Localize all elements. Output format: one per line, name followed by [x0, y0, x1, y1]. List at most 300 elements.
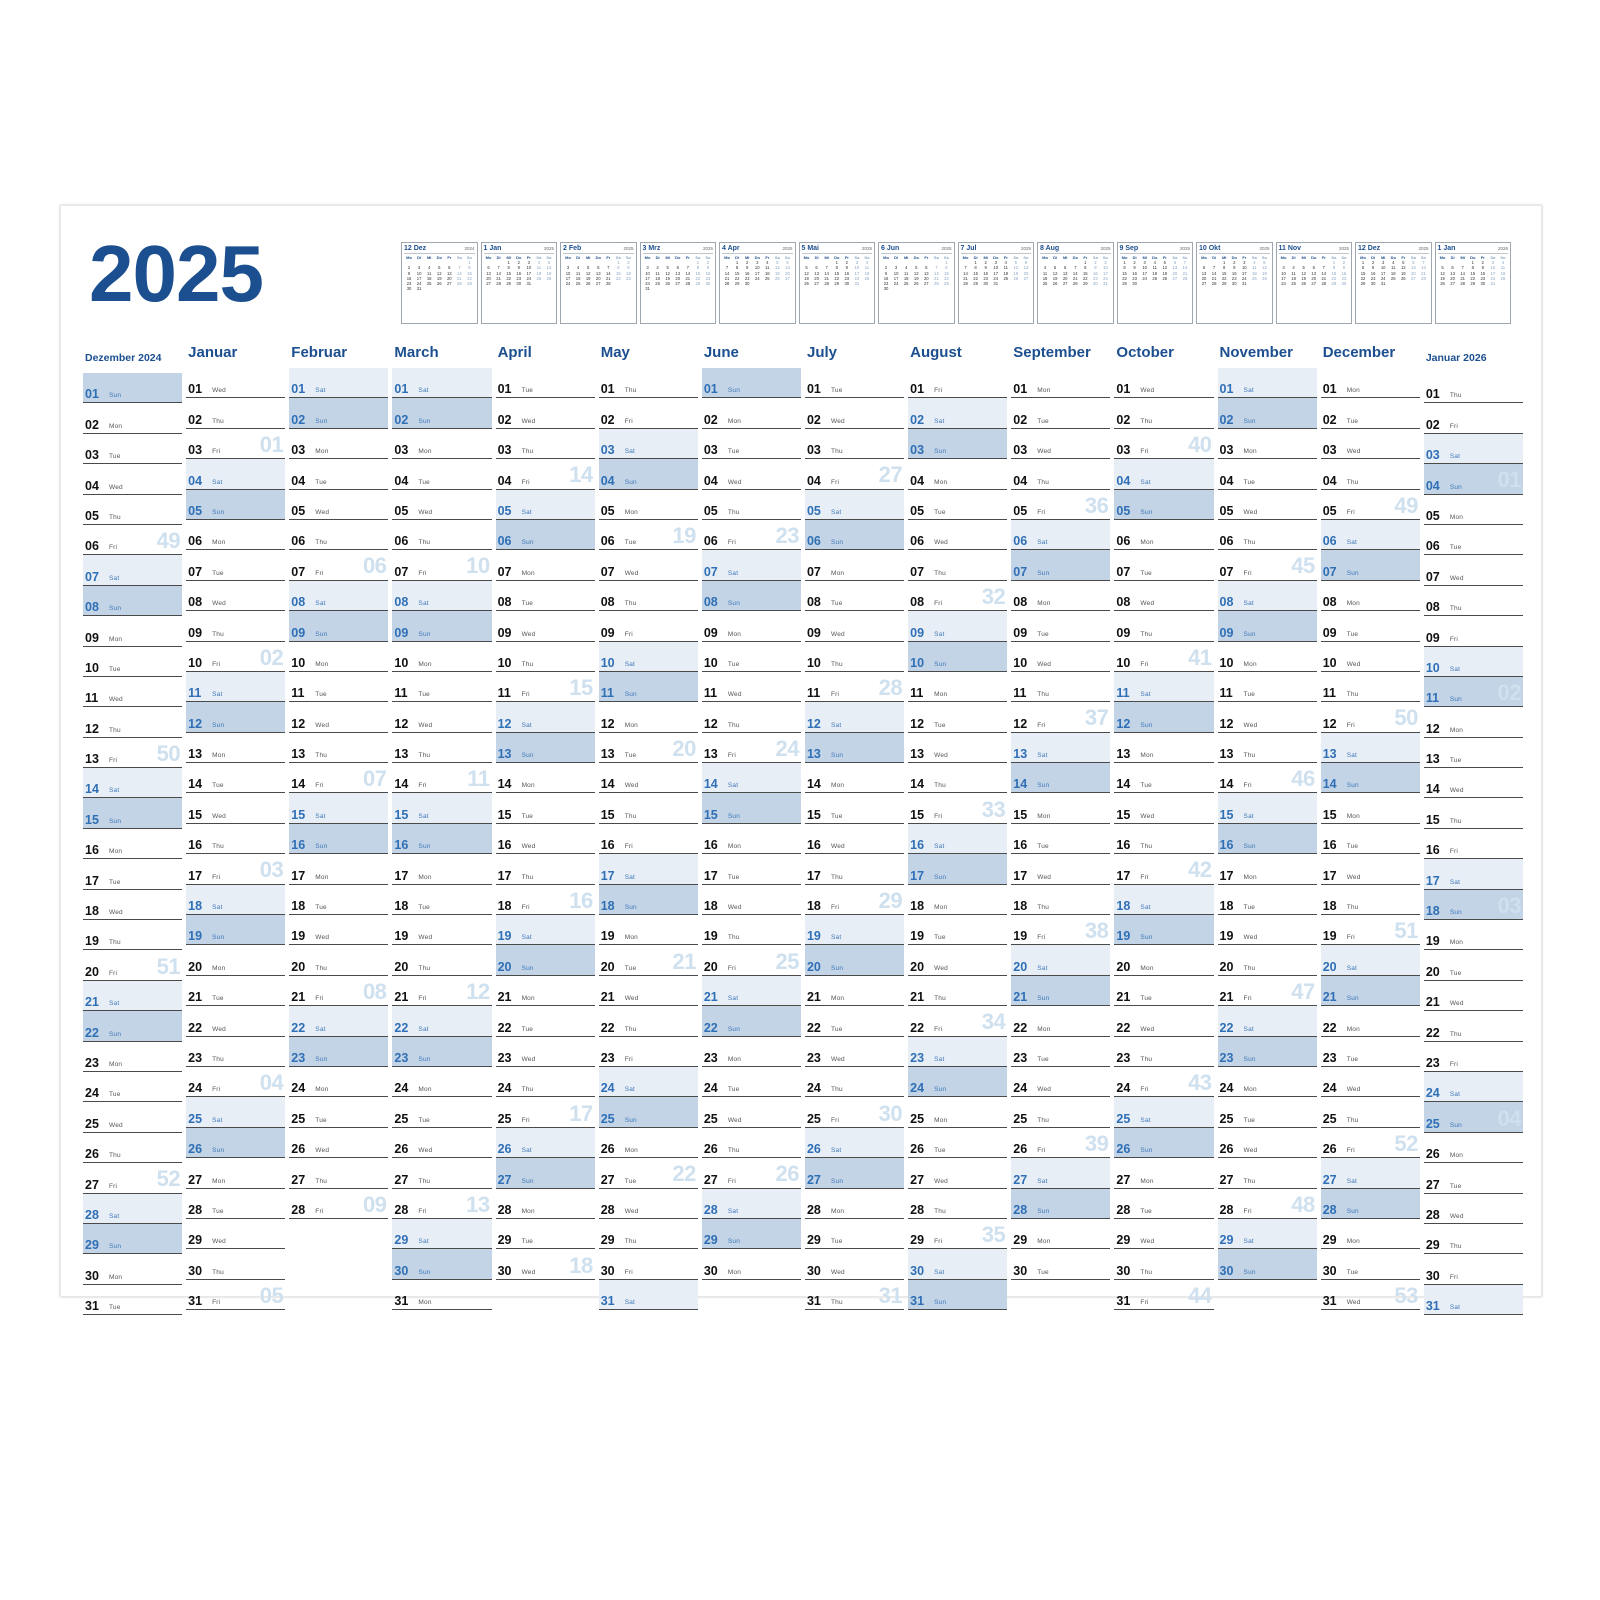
day-row[interactable]	[1114, 520, 1213, 550]
day-row[interactable]	[83, 586, 182, 616]
day-row[interactable]	[289, 429, 388, 459]
day-row[interactable]	[83, 1133, 182, 1163]
day-row[interactable]	[1011, 368, 1110, 398]
day-row[interactable]	[599, 550, 698, 580]
day-row[interactable]	[496, 1037, 595, 1067]
day-row[interactable]	[1011, 398, 1110, 428]
day-row[interactable]	[83, 768, 182, 798]
day-row[interactable]	[1218, 824, 1317, 854]
day-row[interactable]	[392, 490, 491, 520]
day-row[interactable]	[1424, 403, 1523, 433]
day-row[interactable]	[496, 611, 595, 641]
day-row[interactable]	[83, 920, 182, 950]
day-row[interactable]	[1114, 976, 1213, 1006]
day-row[interactable]	[1321, 459, 1420, 489]
day-row[interactable]	[289, 398, 388, 428]
day-row[interactable]	[599, 1006, 698, 1036]
day-row[interactable]	[702, 459, 801, 489]
day-row[interactable]	[186, 490, 285, 520]
day-row[interactable]	[1218, 520, 1317, 550]
day-row[interactable]	[289, 490, 388, 520]
day-row[interactable]	[908, 1006, 1007, 1036]
day-row[interactable]	[1218, 672, 1317, 702]
day-row[interactable]	[1321, 672, 1420, 702]
day-row[interactable]	[496, 1249, 595, 1279]
day-row[interactable]	[496, 398, 595, 428]
day-row[interactable]	[1321, 490, 1420, 520]
day-row[interactable]	[186, 1158, 285, 1188]
day-row[interactable]	[1321, 854, 1420, 884]
day-row[interactable]	[186, 824, 285, 854]
day-row[interactable]	[83, 829, 182, 859]
day-row[interactable]	[1114, 1249, 1213, 1279]
day-row[interactable]	[805, 1158, 904, 1188]
day-row[interactable]	[1114, 1219, 1213, 1249]
day-row[interactable]	[289, 581, 388, 611]
day-row[interactable]	[1011, 854, 1110, 884]
day-row[interactable]	[496, 976, 595, 1006]
day-row[interactable]	[186, 1280, 285, 1310]
day-row[interactable]	[1011, 611, 1110, 641]
day-row[interactable]	[1321, 1006, 1420, 1036]
day-row[interactable]	[186, 368, 285, 398]
day-row[interactable]	[599, 915, 698, 945]
day-row[interactable]	[805, 1128, 904, 1158]
day-row[interactable]	[1114, 824, 1213, 854]
day-row[interactable]	[83, 1254, 182, 1284]
day-row[interactable]	[1424, 738, 1523, 768]
day-row[interactable]	[599, 1219, 698, 1249]
day-row[interactable]	[1218, 945, 1317, 975]
day-row[interactable]	[908, 550, 1007, 580]
day-row[interactable]	[186, 1249, 285, 1279]
day-row[interactable]	[1321, 368, 1420, 398]
day-row[interactable]	[908, 885, 1007, 915]
day-row[interactable]	[186, 520, 285, 550]
day-row[interactable]	[1011, 520, 1110, 550]
day-row[interactable]	[289, 824, 388, 854]
day-row[interactable]	[908, 1158, 1007, 1188]
day-row[interactable]	[1218, 702, 1317, 732]
day-row[interactable]	[1321, 429, 1420, 459]
day-row[interactable]	[186, 733, 285, 763]
day-row[interactable]	[1114, 1067, 1213, 1097]
day-row[interactable]	[702, 1006, 801, 1036]
day-row[interactable]	[1218, 398, 1317, 428]
day-row[interactable]	[1011, 550, 1110, 580]
day-row[interactable]	[496, 824, 595, 854]
day-row[interactable]	[1321, 1067, 1420, 1097]
day-row[interactable]	[496, 702, 595, 732]
day-row[interactable]	[1321, 550, 1420, 580]
day-row[interactable]	[1011, 1219, 1110, 1249]
day-row[interactable]	[1218, 550, 1317, 580]
day-row[interactable]	[805, 702, 904, 732]
day-row[interactable]	[83, 647, 182, 677]
day-row[interactable]	[392, 611, 491, 641]
day-row[interactable]	[599, 581, 698, 611]
day-row[interactable]	[908, 459, 1007, 489]
day-row[interactable]	[83, 1011, 182, 1041]
day-row[interactable]	[496, 429, 595, 459]
day-row[interactable]	[908, 1219, 1007, 1249]
day-row[interactable]	[805, 854, 904, 884]
day-row[interactable]	[392, 793, 491, 823]
day-row[interactable]	[1424, 555, 1523, 585]
day-row[interactable]	[186, 915, 285, 945]
day-row[interactable]	[83, 798, 182, 828]
day-row[interactable]	[392, 733, 491, 763]
day-row[interactable]	[392, 1219, 491, 1249]
day-row[interactable]	[392, 885, 491, 915]
day-row[interactable]	[1218, 581, 1317, 611]
day-row[interactable]	[908, 793, 1007, 823]
day-row[interactable]	[1011, 1249, 1110, 1279]
day-row[interactable]	[392, 429, 491, 459]
day-row[interactable]	[1218, 1189, 1317, 1219]
day-row[interactable]	[496, 1006, 595, 1036]
day-row[interactable]	[599, 672, 698, 702]
day-row[interactable]	[392, 854, 491, 884]
day-row[interactable]	[1424, 1042, 1523, 1072]
day-row[interactable]	[496, 945, 595, 975]
day-row[interactable]	[186, 763, 285, 793]
day-row[interactable]	[392, 550, 491, 580]
day-row[interactable]	[1218, 733, 1317, 763]
day-row[interactable]	[1114, 1280, 1213, 1310]
day-row[interactable]	[805, 793, 904, 823]
day-row[interactable]	[1114, 1097, 1213, 1127]
day-row[interactable]	[702, 581, 801, 611]
day-row[interactable]	[392, 520, 491, 550]
day-row[interactable]	[805, 976, 904, 1006]
day-row[interactable]	[1424, 677, 1523, 707]
day-row[interactable]	[702, 672, 801, 702]
day-row[interactable]	[289, 885, 388, 915]
day-row[interactable]	[599, 1249, 698, 1279]
day-row[interactable]	[1011, 672, 1110, 702]
day-row[interactable]	[392, 976, 491, 1006]
day-row[interactable]	[496, 854, 595, 884]
day-row[interactable]	[908, 1249, 1007, 1279]
day-row[interactable]	[392, 915, 491, 945]
day-row[interactable]	[496, 581, 595, 611]
day-row[interactable]	[1011, 1158, 1110, 1188]
day-row[interactable]	[599, 763, 698, 793]
day-row[interactable]	[805, 550, 904, 580]
day-row[interactable]	[805, 1006, 904, 1036]
day-row[interactable]	[186, 885, 285, 915]
day-row[interactable]	[1218, 490, 1317, 520]
day-row[interactable]	[1218, 1067, 1317, 1097]
day-row[interactable]	[805, 1189, 904, 1219]
day-row[interactable]	[392, 672, 491, 702]
day-row[interactable]	[908, 429, 1007, 459]
day-row[interactable]	[1011, 1006, 1110, 1036]
day-row[interactable]	[1114, 915, 1213, 945]
day-row[interactable]	[289, 672, 388, 702]
day-row[interactable]	[496, 642, 595, 672]
day-row[interactable]	[496, 1219, 595, 1249]
day-row[interactable]	[908, 824, 1007, 854]
day-row[interactable]	[83, 1285, 182, 1315]
day-row[interactable]	[702, 976, 801, 1006]
day-row[interactable]	[1321, 976, 1420, 1006]
day-row[interactable]	[908, 1280, 1007, 1310]
day-row[interactable]	[908, 642, 1007, 672]
day-row[interactable]	[805, 1037, 904, 1067]
day-row[interactable]	[1424, 586, 1523, 616]
day-row[interactable]	[908, 1037, 1007, 1067]
day-row[interactable]	[702, 1219, 801, 1249]
day-row[interactable]	[186, 1006, 285, 1036]
day-row[interactable]	[599, 1037, 698, 1067]
day-row[interactable]	[289, 945, 388, 975]
day-row[interactable]	[289, 1006, 388, 1036]
day-row[interactable]	[1114, 945, 1213, 975]
day-row[interactable]	[1424, 1133, 1523, 1163]
day-row[interactable]	[186, 854, 285, 884]
day-row[interactable]	[599, 1280, 698, 1310]
day-row[interactable]	[1321, 520, 1420, 550]
day-row[interactable]	[83, 464, 182, 494]
day-row[interactable]	[1011, 581, 1110, 611]
day-row[interactable]	[186, 672, 285, 702]
day-row[interactable]	[702, 1128, 801, 1158]
day-row[interactable]	[1424, 859, 1523, 889]
day-row[interactable]	[1011, 702, 1110, 732]
day-row[interactable]	[83, 859, 182, 889]
day-row[interactable]	[392, 398, 491, 428]
day-row[interactable]	[1321, 611, 1420, 641]
day-row[interactable]	[83, 1194, 182, 1224]
day-row[interactable]	[289, 611, 388, 641]
day-row[interactable]	[1424, 464, 1523, 494]
day-row[interactable]	[496, 1189, 595, 1219]
day-row[interactable]	[289, 550, 388, 580]
day-row[interactable]	[702, 1037, 801, 1067]
day-row[interactable]	[599, 520, 698, 550]
day-row[interactable]	[1424, 981, 1523, 1011]
day-row[interactable]	[805, 1097, 904, 1127]
day-row[interactable]	[83, 738, 182, 768]
day-row[interactable]	[805, 429, 904, 459]
day-row[interactable]	[1321, 1037, 1420, 1067]
day-row[interactable]	[1424, 768, 1523, 798]
day-row[interactable]	[496, 459, 595, 489]
day-row[interactable]	[599, 854, 698, 884]
day-row[interactable]	[908, 490, 1007, 520]
day-row[interactable]	[1424, 829, 1523, 859]
day-row[interactable]	[702, 885, 801, 915]
day-row[interactable]	[496, 733, 595, 763]
day-row[interactable]	[702, 915, 801, 945]
day-row[interactable]	[702, 490, 801, 520]
day-row[interactable]	[496, 1097, 595, 1127]
day-row[interactable]	[1424, 1072, 1523, 1102]
day-row[interactable]	[908, 763, 1007, 793]
day-row[interactable]	[496, 490, 595, 520]
day-row[interactable]	[289, 1158, 388, 1188]
day-row[interactable]	[289, 915, 388, 945]
day-row[interactable]	[805, 763, 904, 793]
day-row[interactable]	[289, 854, 388, 884]
day-row[interactable]	[186, 642, 285, 672]
day-row[interactable]	[392, 702, 491, 732]
day-row[interactable]	[1321, 702, 1420, 732]
day-row[interactable]	[1011, 793, 1110, 823]
day-row[interactable]	[392, 1189, 491, 1219]
day-row[interactable]	[496, 763, 595, 793]
day-row[interactable]	[186, 429, 285, 459]
day-row[interactable]	[496, 793, 595, 823]
day-row[interactable]	[1114, 398, 1213, 428]
day-row[interactable]	[1114, 459, 1213, 489]
day-row[interactable]	[392, 1006, 491, 1036]
day-row[interactable]	[908, 520, 1007, 550]
day-row[interactable]	[599, 945, 698, 975]
day-row[interactable]	[392, 1067, 491, 1097]
day-row[interactable]	[1114, 1189, 1213, 1219]
day-row[interactable]	[599, 824, 698, 854]
day-row[interactable]	[805, 642, 904, 672]
day-row[interactable]	[1011, 1037, 1110, 1067]
day-row[interactable]	[186, 1097, 285, 1127]
day-row[interactable]	[1218, 976, 1317, 1006]
day-row[interactable]	[186, 976, 285, 1006]
day-row[interactable]	[289, 1097, 388, 1127]
day-row[interactable]	[599, 885, 698, 915]
day-row[interactable]	[599, 429, 698, 459]
day-row[interactable]	[805, 672, 904, 702]
day-row[interactable]	[1424, 373, 1523, 403]
day-row[interactable]	[805, 945, 904, 975]
day-row[interactable]	[496, 1067, 595, 1097]
day-row[interactable]	[702, 733, 801, 763]
day-row[interactable]	[1218, 1128, 1317, 1158]
day-row[interactable]	[186, 1037, 285, 1067]
day-row[interactable]	[496, 368, 595, 398]
day-row[interactable]	[289, 763, 388, 793]
day-row[interactable]	[392, 1158, 491, 1188]
day-row[interactable]	[599, 702, 698, 732]
day-row[interactable]	[1218, 611, 1317, 641]
day-row[interactable]	[496, 520, 595, 550]
day-row[interactable]	[83, 677, 182, 707]
day-row[interactable]	[1424, 920, 1523, 950]
day-row[interactable]	[186, 611, 285, 641]
day-row[interactable]	[908, 368, 1007, 398]
day-row[interactable]	[1218, 1037, 1317, 1067]
day-row[interactable]	[83, 1042, 182, 1072]
day-row[interactable]	[1424, 647, 1523, 677]
day-row[interactable]	[1114, 763, 1213, 793]
day-row[interactable]	[1321, 1280, 1420, 1310]
day-row[interactable]	[702, 642, 801, 672]
day-row[interactable]	[1218, 763, 1317, 793]
day-row[interactable]	[1114, 490, 1213, 520]
day-row[interactable]	[1321, 885, 1420, 915]
day-row[interactable]	[83, 1224, 182, 1254]
day-row[interactable]	[1321, 581, 1420, 611]
day-row[interactable]	[1321, 1158, 1420, 1188]
day-row[interactable]	[1011, 945, 1110, 975]
day-row[interactable]	[289, 1037, 388, 1067]
day-row[interactable]	[1424, 616, 1523, 646]
day-row[interactable]	[702, 1067, 801, 1097]
day-row[interactable]	[289, 702, 388, 732]
day-row[interactable]	[599, 1189, 698, 1219]
day-row[interactable]	[702, 1249, 801, 1279]
day-row[interactable]	[1011, 885, 1110, 915]
day-row[interactable]	[496, 915, 595, 945]
day-row[interactable]	[186, 459, 285, 489]
day-row[interactable]	[599, 733, 698, 763]
day-row[interactable]	[83, 950, 182, 980]
day-row[interactable]	[702, 368, 801, 398]
day-row[interactable]	[83, 555, 182, 585]
day-row[interactable]	[599, 368, 698, 398]
day-row[interactable]	[908, 1097, 1007, 1127]
day-row[interactable]	[83, 495, 182, 525]
day-row[interactable]	[805, 459, 904, 489]
day-row[interactable]	[392, 1037, 491, 1067]
day-row[interactable]	[1424, 525, 1523, 555]
day-row[interactable]	[186, 1067, 285, 1097]
day-row[interactable]	[1011, 642, 1110, 672]
day-row[interactable]	[83, 373, 182, 403]
day-row[interactable]	[289, 1128, 388, 1158]
day-row[interactable]	[702, 611, 801, 641]
day-row[interactable]	[702, 429, 801, 459]
day-row[interactable]	[1218, 1249, 1317, 1279]
day-row[interactable]	[83, 403, 182, 433]
day-row[interactable]	[702, 550, 801, 580]
day-row[interactable]	[1424, 798, 1523, 828]
day-row[interactable]	[289, 976, 388, 1006]
day-row[interactable]	[908, 672, 1007, 702]
day-row[interactable]	[599, 1097, 698, 1127]
day-row[interactable]	[186, 702, 285, 732]
day-row[interactable]	[1011, 490, 1110, 520]
day-row[interactable]	[1321, 763, 1420, 793]
day-row[interactable]	[599, 611, 698, 641]
day-row[interactable]	[908, 702, 1007, 732]
day-row[interactable]	[599, 1067, 698, 1097]
day-row[interactable]	[1321, 1128, 1420, 1158]
day-row[interactable]	[1218, 1097, 1317, 1127]
day-row[interactable]	[599, 1128, 698, 1158]
day-row[interactable]	[392, 1249, 491, 1279]
day-row[interactable]	[1114, 1037, 1213, 1067]
day-row[interactable]	[599, 793, 698, 823]
day-row[interactable]	[83, 981, 182, 1011]
day-row[interactable]	[83, 1163, 182, 1193]
day-row[interactable]	[1321, 1219, 1420, 1249]
day-row[interactable]	[392, 1097, 491, 1127]
day-row[interactable]	[1321, 793, 1420, 823]
day-row[interactable]	[186, 1219, 285, 1249]
day-row[interactable]	[702, 1189, 801, 1219]
day-row[interactable]	[599, 642, 698, 672]
day-row[interactable]	[186, 945, 285, 975]
day-row[interactable]	[908, 1067, 1007, 1097]
day-row[interactable]	[83, 890, 182, 920]
day-row[interactable]	[1114, 581, 1213, 611]
day-row[interactable]	[805, 520, 904, 550]
day-row[interactable]	[1424, 495, 1523, 525]
day-row[interactable]	[1011, 915, 1110, 945]
